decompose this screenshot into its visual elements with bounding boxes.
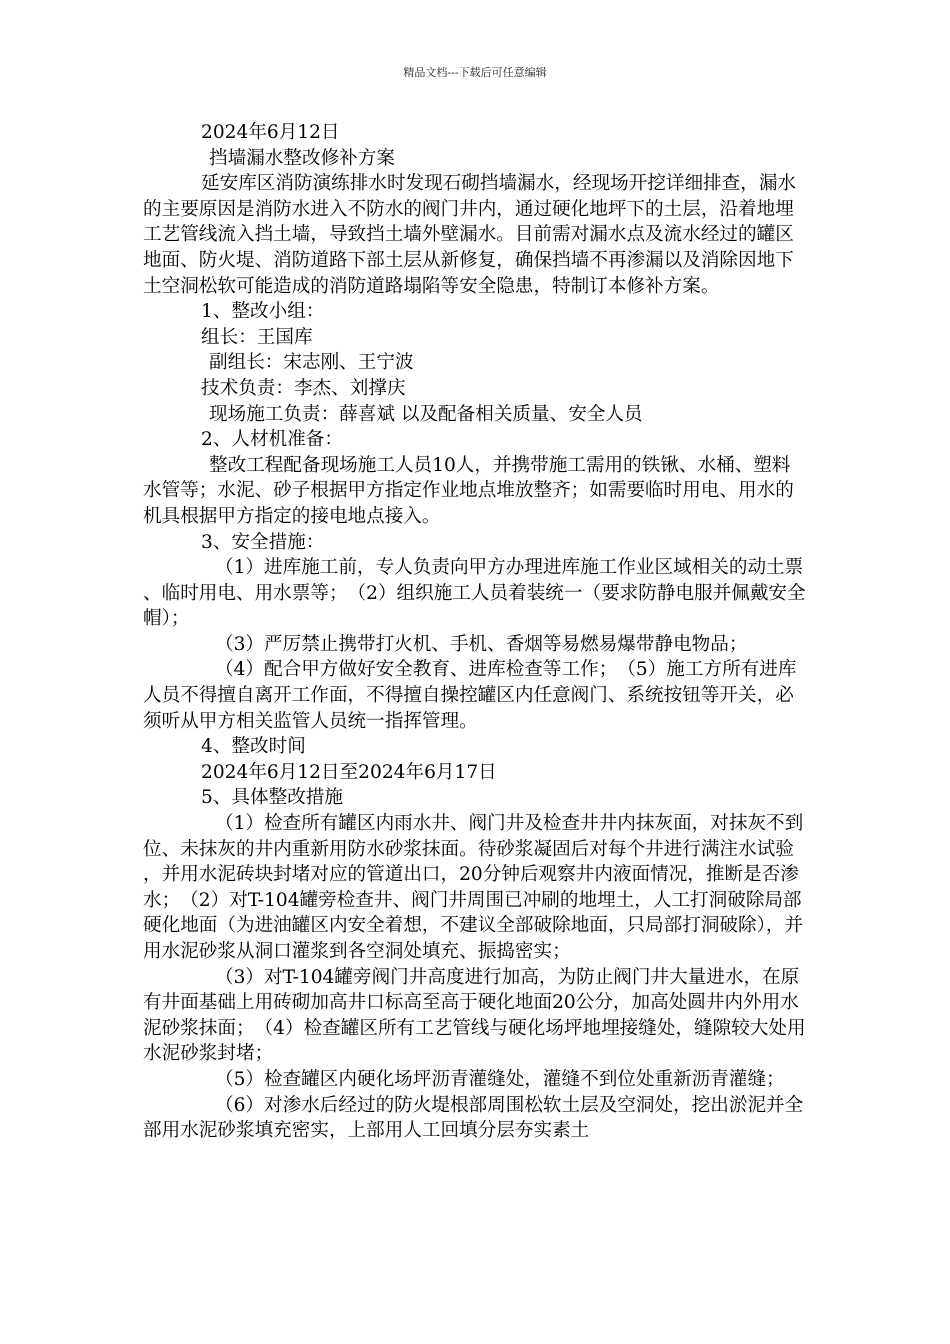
measure-item-5: （5）检查罐区内硬化场坪沥青灌缝处，灌缝不到位处重新沥青灌缝； [215,1068,785,1090]
page-header: 精品文档---下载后可任意编辑 [403,66,547,79]
section-3-title: 3、安全措施： [201,531,325,553]
section-2-body: 整改工程配备现场施工人员10人，并携带施工需用的铁锹、水桶、塑料水管等；水泥、砂子根据甲方指定作业地点堆放整齐；如需要临时用电、用水的机具根据甲方指定的接电地点接入。 [143,454,794,527]
section-4-body: 2024年6月12日至2024年6月17日 [201,761,497,783]
team-deputy: 副组长：宋志刚、王宁波 [209,352,414,374]
safety-item-1: （1）进库施工前，专人负责向甲方办理进库施工作业区域相关的动土票、临时用电、用水票等； （2）组织施工人员着装统一（要求防静电服并佩戴安全帽）； [143,557,806,630]
section-5-title: 5、具体整改措施 [201,787,343,809]
section-4-title: 4、整改时间 [201,736,306,758]
measure-item-1: （1）检查所有罐区内雨水井、阀门井及检查井井内抹灰面，对抹灰不到位、未抹灰的井内重新用防水砂浆抹面。待砂浆凝固后对每个井进行满注水试验，并用水泥砖块封堵对应的管道出口，20分钟后观察井内液面情况，推断是否渗水； （2）对T-104罐旁检查井、阀门井周围已冲刷的地埋土，人工打洞破除局部硬化地面（为进油罐区内安全着想，不建议全部破除地面，只局部打洞破除），并用水泥砂浆从洞口灌浆到各空洞处填充、振捣密实； [143,813,804,962]
document-body [143,120,808,1144]
team-leader: 组长：王国库 [201,326,313,348]
measure-item-3: （3）对T-104罐旁阀门井高度进行加高，为防止阀门井大量进水，在原有井面基础上用砖砌加高井口标高至高于硬化地面20公分，加高处圆井内外用水泥砂浆抹面； （4）检查罐区所有工艺管线与硬化场坪地埋接缝处，缝隙较大处用水泥砂浆封堵； [143,966,806,1065]
intro-paragraph: 延安库区消防演练排水时发现石砌挡墙漏水，经现场开挖详细排查，漏水的主要原因是消防水进入不防水的阀门井内，通过硬化地坪下的土层，沿着地埋工艺管线流入挡土墙，导致挡土墙外壁漏水。目前需对漏水点及流水经过的罐区地面、防火堤、消防道路下部土层从新修复，确保挡墙不再渗漏以及消除因地下土空洞松软可能造成的消防道路塌陷等安全隐患，特制订本修补方案。 [143,173,797,297]
safety-item-4: （4）配合甲方做好安全教育、进库检查等工作； （5）施工方所有进库人员不得擅自离开工作面，不得擅自操控罐区内任意阀门、系统按钮等开关，必须听从甲方相关监管人员统一指挥管理。 [143,659,797,732]
safety-item-3: （3）严厉禁止携带打火机、手机、香烟等易燃易爆带静电物品； [215,633,748,655]
team-site: 现场施工负责：薛喜斌 以及配备相关质量、安全人员 [209,403,643,425]
measure-item-6: （6）对渗水后经过的防火堤根部周围松软土层及空洞处，挖出淤泥并全部用水泥砂浆填充密实，上部用人工回填分层夯实素土 [143,1094,804,1142]
team-tech: 技术负责：李杰、刘撑庆 [201,377,406,399]
section-2-title: 2、人材机准备： [201,429,343,451]
section-1-title: 1、整改小组： [201,301,325,323]
doc-date: 2024年6月12日 [201,122,340,143]
doc-title: 挡墙漏水整改修补方案 [209,147,395,169]
